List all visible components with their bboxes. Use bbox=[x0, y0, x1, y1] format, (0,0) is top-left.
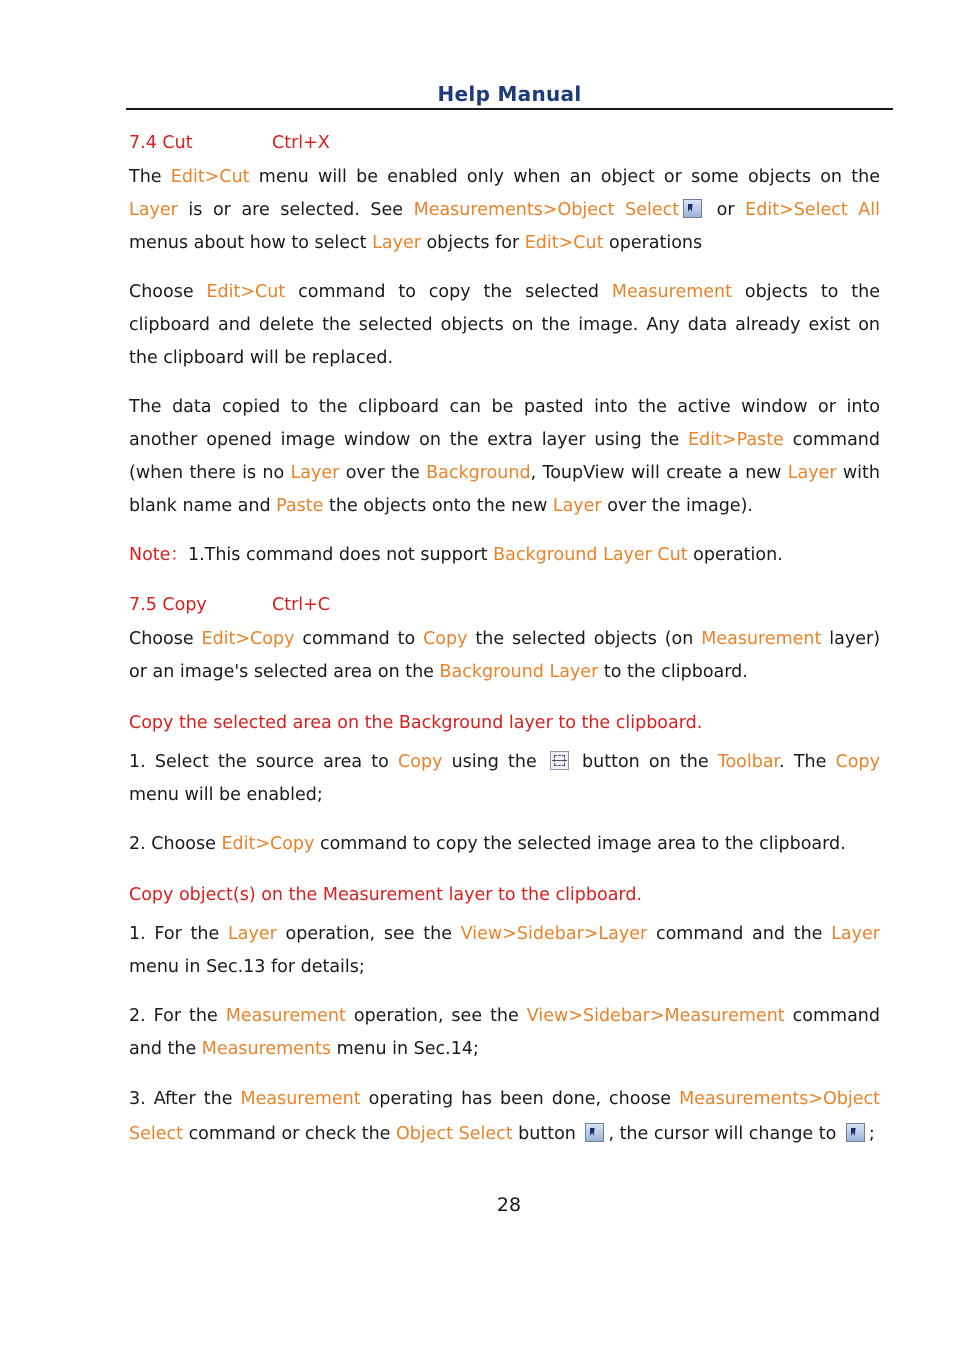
menu-link: Background bbox=[426, 463, 531, 483]
menu-link: Paste bbox=[276, 496, 324, 516]
menu-link: Layer bbox=[831, 924, 880, 944]
menu-link: Copy bbox=[835, 752, 880, 772]
menu-link: Background Layer bbox=[439, 662, 599, 682]
page-number: 28 bbox=[496, 1194, 522, 1216]
menu-link: Toolbar bbox=[717, 752, 780, 772]
menu-link: Layer bbox=[552, 496, 602, 516]
paragraph: The Edit>Cut menu will be enabled only when an object or some objects on the Layer is or are selected. See Measurements>Object Select or Edit>Select All menus about how to select Layer objects for Edit>Cut operations bbox=[129, 167, 880, 253]
menu-link: Edit>Copy bbox=[201, 629, 295, 649]
step: 2. Choose Edit>Copy command to copy the selected image area to the clipboard. bbox=[129, 834, 846, 854]
menu-link: Measurements>Object Select bbox=[413, 200, 680, 220]
menu-link: View>Sidebar>Measurement bbox=[526, 1006, 785, 1026]
menu-link: View>Sidebar>Layer bbox=[460, 924, 648, 944]
menu-link: Measurement bbox=[240, 1089, 361, 1109]
menu-link: Measurements bbox=[201, 1039, 332, 1059]
menu-link: Measurements>Object Select bbox=[129, 1089, 880, 1144]
step: 1. Select the source area to Copy using the button on the Toolbar. The Copy menu will be enabled; bbox=[129, 752, 880, 805]
menu-link: Edit>Paste bbox=[688, 430, 784, 450]
page-header: Help Manual bbox=[437, 82, 582, 106]
section-7-4-heading bbox=[129, 128, 880, 158]
step: 1. For the Layer operation, see the View>Sidebar>Layer command and the Layer menu in Sec.13 for details; bbox=[129, 924, 880, 977]
paragraph: Choose Edit>Copy command to Copy the selected objects (on Measurement layer) or an image's selected area on the Background Layer to the clipboard. bbox=[129, 629, 881, 682]
step: 3. After the Measurement operating has been done, choose Measurements>Object Select command or check the Object Select button , the cursor will change to ; bbox=[129, 1089, 880, 1144]
object-select-icon bbox=[683, 199, 702, 218]
menu-link: Copy bbox=[398, 752, 443, 772]
menu-link: Layer bbox=[290, 463, 340, 483]
menu-link: Edit>Cut bbox=[206, 282, 286, 302]
subheading: Copy object(s) on the Measurement layer to the clipboard. bbox=[129, 885, 642, 905]
section-title: 7.5 Copy bbox=[129, 595, 207, 615]
object-select-icon bbox=[585, 1123, 604, 1142]
menu-link: Edit>Cut bbox=[524, 233, 604, 253]
page-content bbox=[129, 128, 880, 1152]
menu-link: Layer bbox=[227, 924, 277, 944]
menu-link: Edit>Copy bbox=[221, 834, 315, 854]
note: Note：1.This command does not support Background Layer Cut operation. bbox=[129, 545, 783, 565]
paragraph: The data copied to the clipboard can be pasted into the active window or into another opened image window on the extra layer using the Edit>Paste command (when there is no Layer over the Background, ToupView will create a new Layer with blank name and Paste the objects onto the new Layer over the image). bbox=[129, 397, 880, 516]
menu-link: Layer bbox=[129, 200, 178, 220]
menu-link: Measurement bbox=[701, 629, 822, 649]
paragraph: Choose Edit>Cut command to copy the selected Measurement objects to the clipboard and delete the selected objects on the image. Any data already exist on the clipboard will be replaced. bbox=[129, 282, 880, 368]
note-label: Note： bbox=[129, 545, 188, 565]
menu-link: Edit>Select All bbox=[745, 200, 880, 220]
cursor-icon bbox=[846, 1123, 865, 1142]
menu-link: Measurement bbox=[225, 1006, 346, 1026]
step: 2. For the Measurement operation, see the View>Sidebar>Measurement command and the Measurements menu in Sec.14; bbox=[129, 1006, 880, 1059]
header-rule bbox=[126, 108, 893, 110]
menu-link: Background Layer Cut bbox=[493, 545, 688, 565]
subheading: Copy the selected area on the Background layer to the clipboard. bbox=[129, 713, 703, 733]
menu-link: Layer bbox=[372, 233, 421, 253]
section-7-5-heading bbox=[129, 590, 880, 620]
section-shortcut: Ctrl+X bbox=[272, 133, 330, 153]
section-title: 7.4 Cut bbox=[129, 133, 193, 153]
menu-link: Copy bbox=[423, 629, 468, 649]
menu-link: Edit>Cut bbox=[170, 167, 250, 187]
menu-link: Object Select bbox=[396, 1124, 513, 1144]
rectangle-select-icon bbox=[550, 751, 569, 770]
menu-link: Measurement bbox=[611, 282, 732, 302]
section-shortcut: Ctrl+C bbox=[272, 595, 331, 615]
menu-link: Layer bbox=[787, 463, 837, 483]
